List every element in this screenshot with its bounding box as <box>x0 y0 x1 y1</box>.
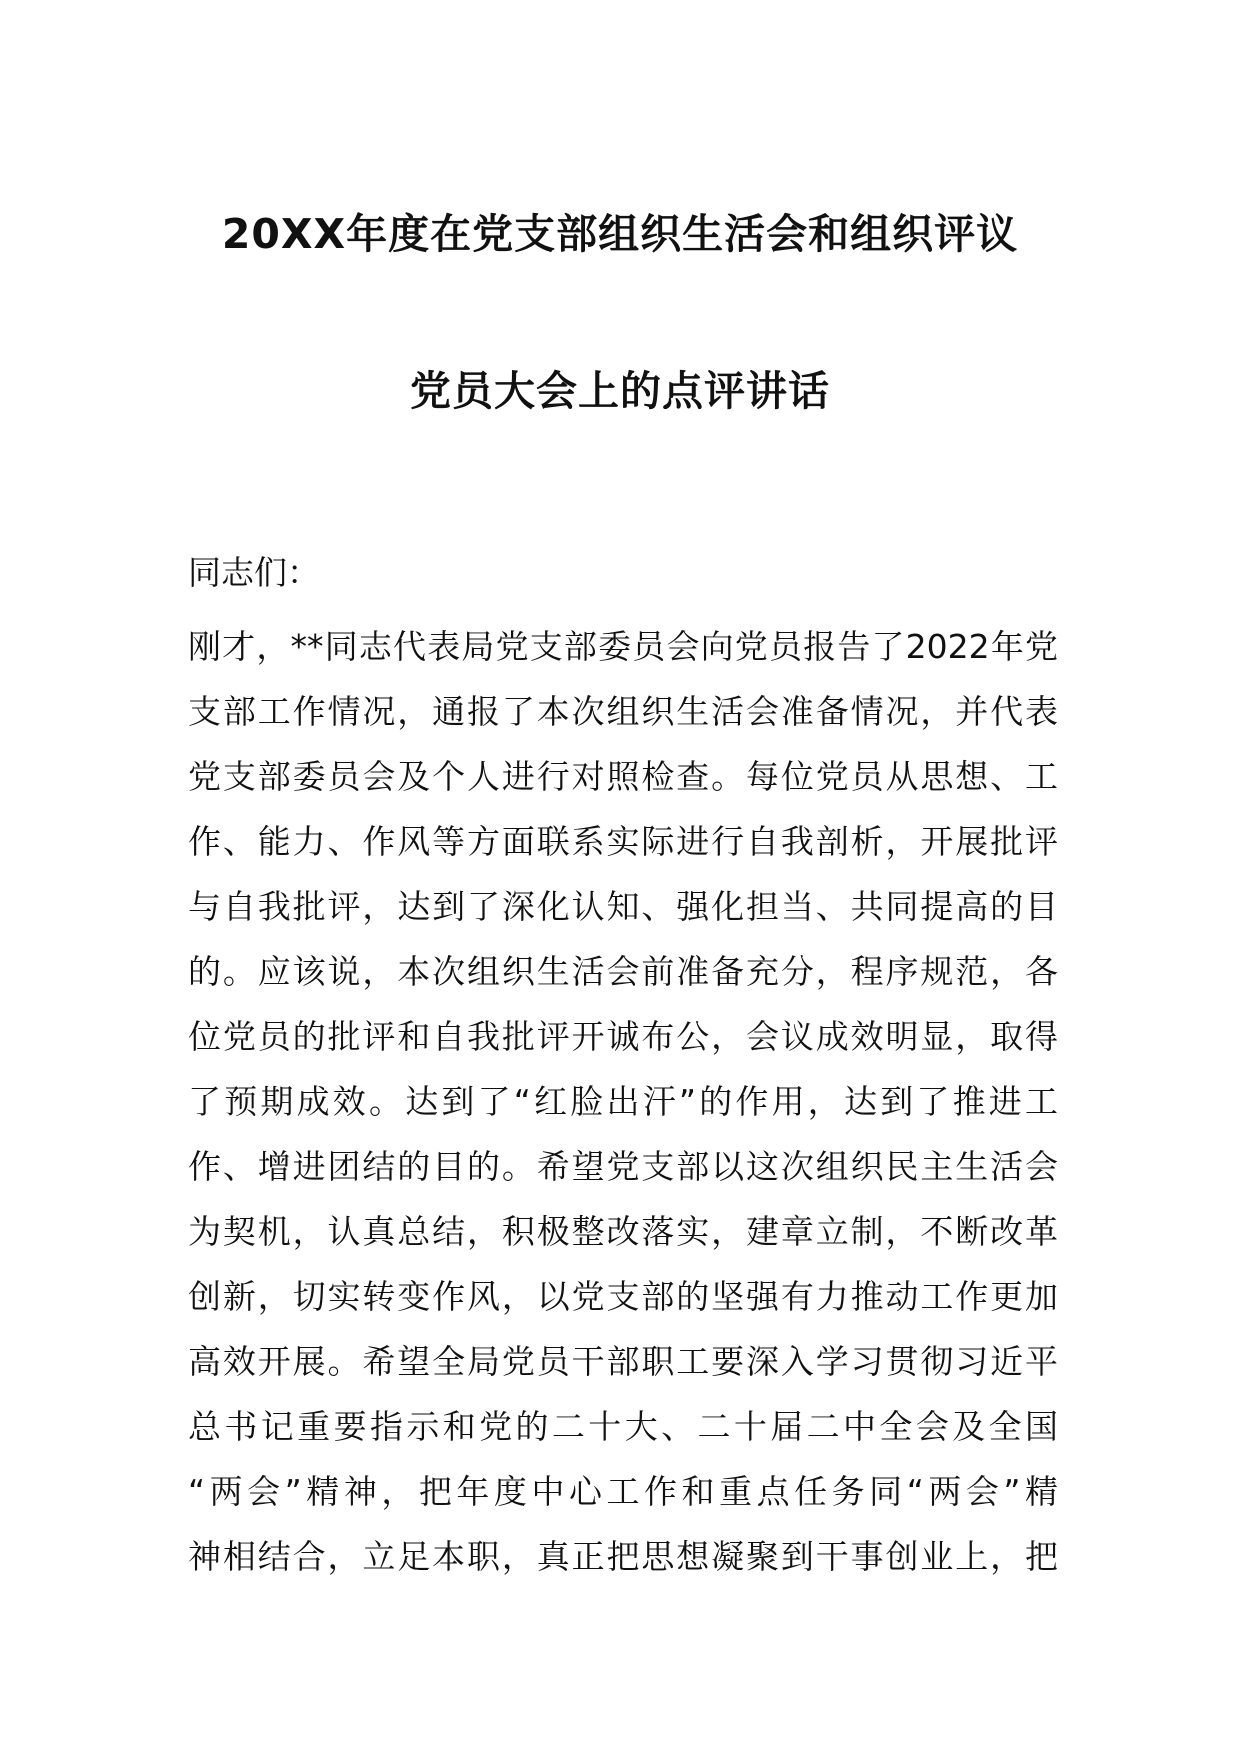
body-line: 作、能力、作风等方面联系实际进行自我剖析，开展批评 <box>188 822 1058 861</box>
salutation: 同志们： <box>188 553 320 592</box>
body-line: 刚才，**同志代表局党支部委员会向党员报告了2022年党 <box>188 627 1058 666</box>
body-line: 与自我批评，达到了深化认知、强化担当、共同提高的目 <box>188 887 1058 926</box>
body-line: 党支部委员会及个人进行对照检查。每位党员从思想、工 <box>188 757 1058 796</box>
body-line: 支部工作情况，通报了本次组织生活会准备情况，并代表 <box>188 692 1058 731</box>
body-line: 为契机，认真总结，积极整改落实，建章立制，不断改革 <box>188 1212 1058 1251</box>
body-line: 的。应该说，本次组织生活会前准备充分，程序规范，各 <box>188 952 1058 991</box>
speech-body <box>188 614 1058 1589</box>
document-title-line-2: 党员大会上的点评讲话 <box>410 367 830 415</box>
body-line: “两会”精神，把年度中心工作和重点任务同“两会”精 <box>188 1472 1058 1511</box>
document-title-line-1: 20XX年度在党支部组织生活会和组织评议 <box>221 210 1019 258</box>
body-line: 作、增进团结的目的。希望党支部以这次组织民主生活会 <box>188 1147 1058 1186</box>
body-line: 创新，切实转变作风，以党支部的坚强有力推动工作更加 <box>188 1277 1058 1316</box>
body-line: 总书记重要指示和党的二十大、二十届二中全会及全国 <box>188 1407 1058 1446</box>
body-line: 了预期成效。达到了“红脸出汗”的作用，达到了推进工 <box>188 1082 1058 1121</box>
body-line: 高效开展。希望全局党员干部职工要深入学习贯彻习近平 <box>188 1342 1058 1381</box>
body-line: 位党员的批评和自我批评开诚布公，会议成效明显，取得 <box>188 1017 1058 1056</box>
body-line: 神相结合，立足本职，真正把思想凝聚到干事创业上，把 <box>188 1537 1058 1576</box>
